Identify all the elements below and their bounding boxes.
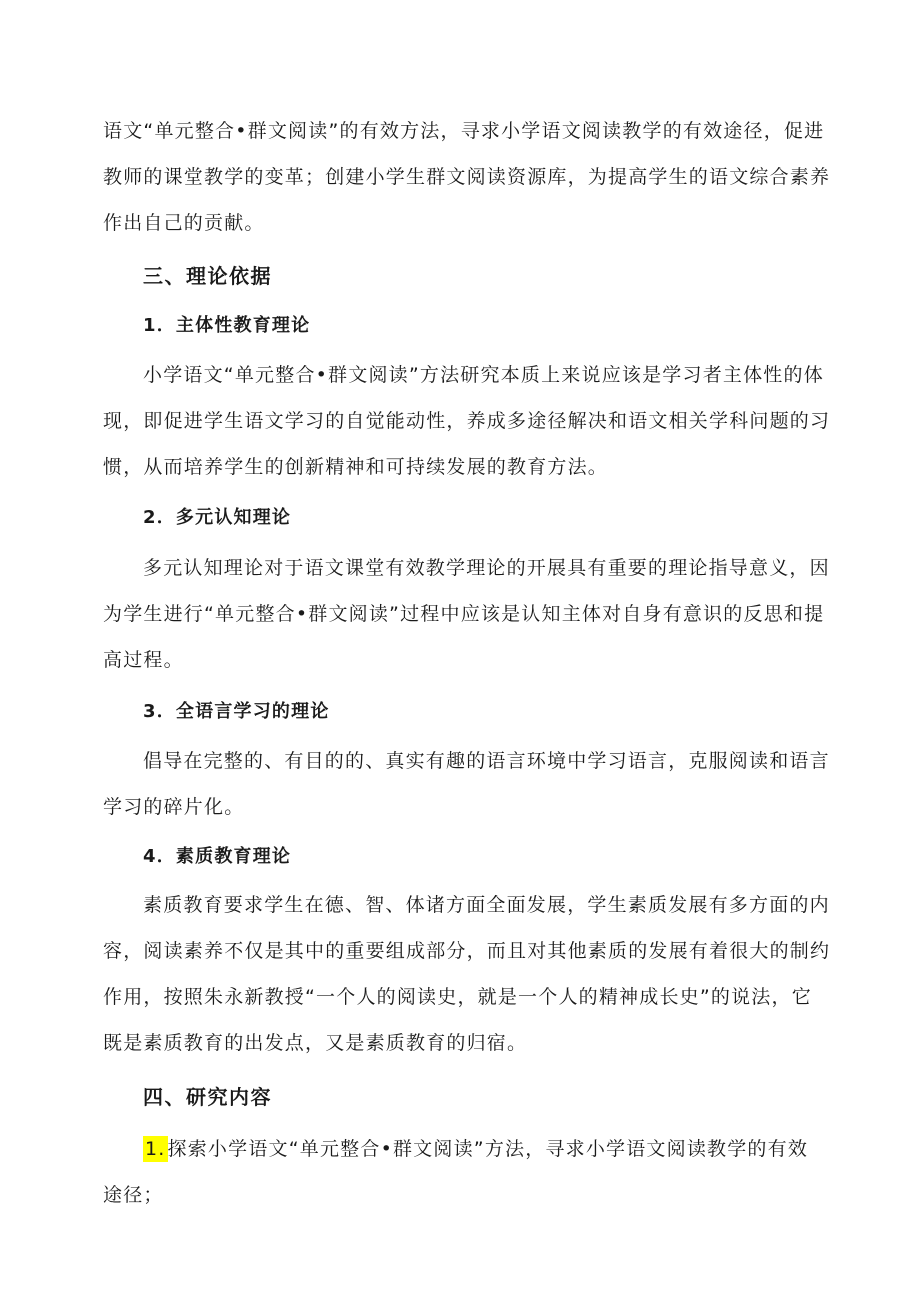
- theory-3-title: 3．全语言学习的理论: [143, 701, 330, 722]
- theory-2-line-2: 为学生进行“单元整合•群文阅读”过程中应该是认知主体对自身有意识的反思和提: [103, 603, 825, 625]
- theory-4-line-3: 作用，按照朱永新教授“一个人的阅读史，就是一个人的精神成长史”的说法，它: [103, 986, 812, 1008]
- theory-4-title: 4．素质教育理论: [143, 846, 292, 867]
- intro-line-1: 语文“单元整合•群文阅读”的有效方法，寻求小学语文阅读教学的有效途径，促进: [103, 120, 825, 142]
- theory-2-paragraph: [103, 545, 828, 683]
- research-item-1: [103, 1126, 828, 1218]
- intro-line-3: 作出自己的贡献。: [103, 212, 265, 234]
- intro-paragraph: [103, 108, 831, 246]
- theory-3-line-2: 学习的碎片化。: [103, 796, 245, 818]
- theory-4-line-2: 容，阅读素养不仅是其中的重要组成部分，而且对其他素质的发展有着很大的制约: [103, 940, 831, 962]
- theory-2-line-1: 多元认知理论对于语文课堂有效教学理论的开展具有重要的理论指导意义，因: [143, 557, 830, 579]
- research-item-1-text: 探索小学语文“单元整合•群文阅读”方法，寻求小学语文阅读教学的有效: [167, 1138, 809, 1160]
- theory-1-line-2: 现，即促进学生语文学习的自觉能动性，养成多途径解决和语文相关学科问题的习: [103, 410, 831, 432]
- section-4-heading: 四、研究内容: [143, 1085, 272, 1109]
- intro-line-2: 教师的课堂教学的变革；创建小学生群文阅读资源库，为提高学生的语文综合素养: [103, 166, 831, 188]
- theory-1-line-1: 小学语文“单元整合•群文阅读”方法研究本质上来说应该是学习者主体性的体: [143, 364, 824, 386]
- research-item-1-line-1: [103, 1126, 828, 1172]
- theory-4-line-4: 既是素质教育的出发点，又是素质教育的归宿。: [103, 1032, 528, 1054]
- theory-4-line-1: 素质教育要求学生在德、智、体诸方面全面发展，学生素质发展有多方面的内: [143, 894, 830, 916]
- theory-1-line-3: 惯，从而培养学生的创新精神和可持续发展的教育方法。: [103, 456, 609, 478]
- theory-3-line-1: 倡导在完整的、有目的的、真实有趣的语言环境中学习语言，克服阅读和语言: [143, 750, 830, 772]
- theory-4-paragraph: [103, 882, 831, 1066]
- theory-1-title: 1．主体性教育理论: [143, 315, 311, 336]
- section-3-heading: 三、理论依据: [143, 264, 272, 288]
- theory-3-paragraph: [103, 738, 828, 830]
- theory-1-paragraph: [103, 352, 831, 490]
- theory-2-title: 2．多元认知理论: [143, 507, 292, 528]
- highlighted-number: 1.: [145, 1138, 166, 1160]
- research-item-1-line-2: 途径；: [103, 1184, 164, 1206]
- theory-2-line-3: 高过程。: [103, 649, 184, 671]
